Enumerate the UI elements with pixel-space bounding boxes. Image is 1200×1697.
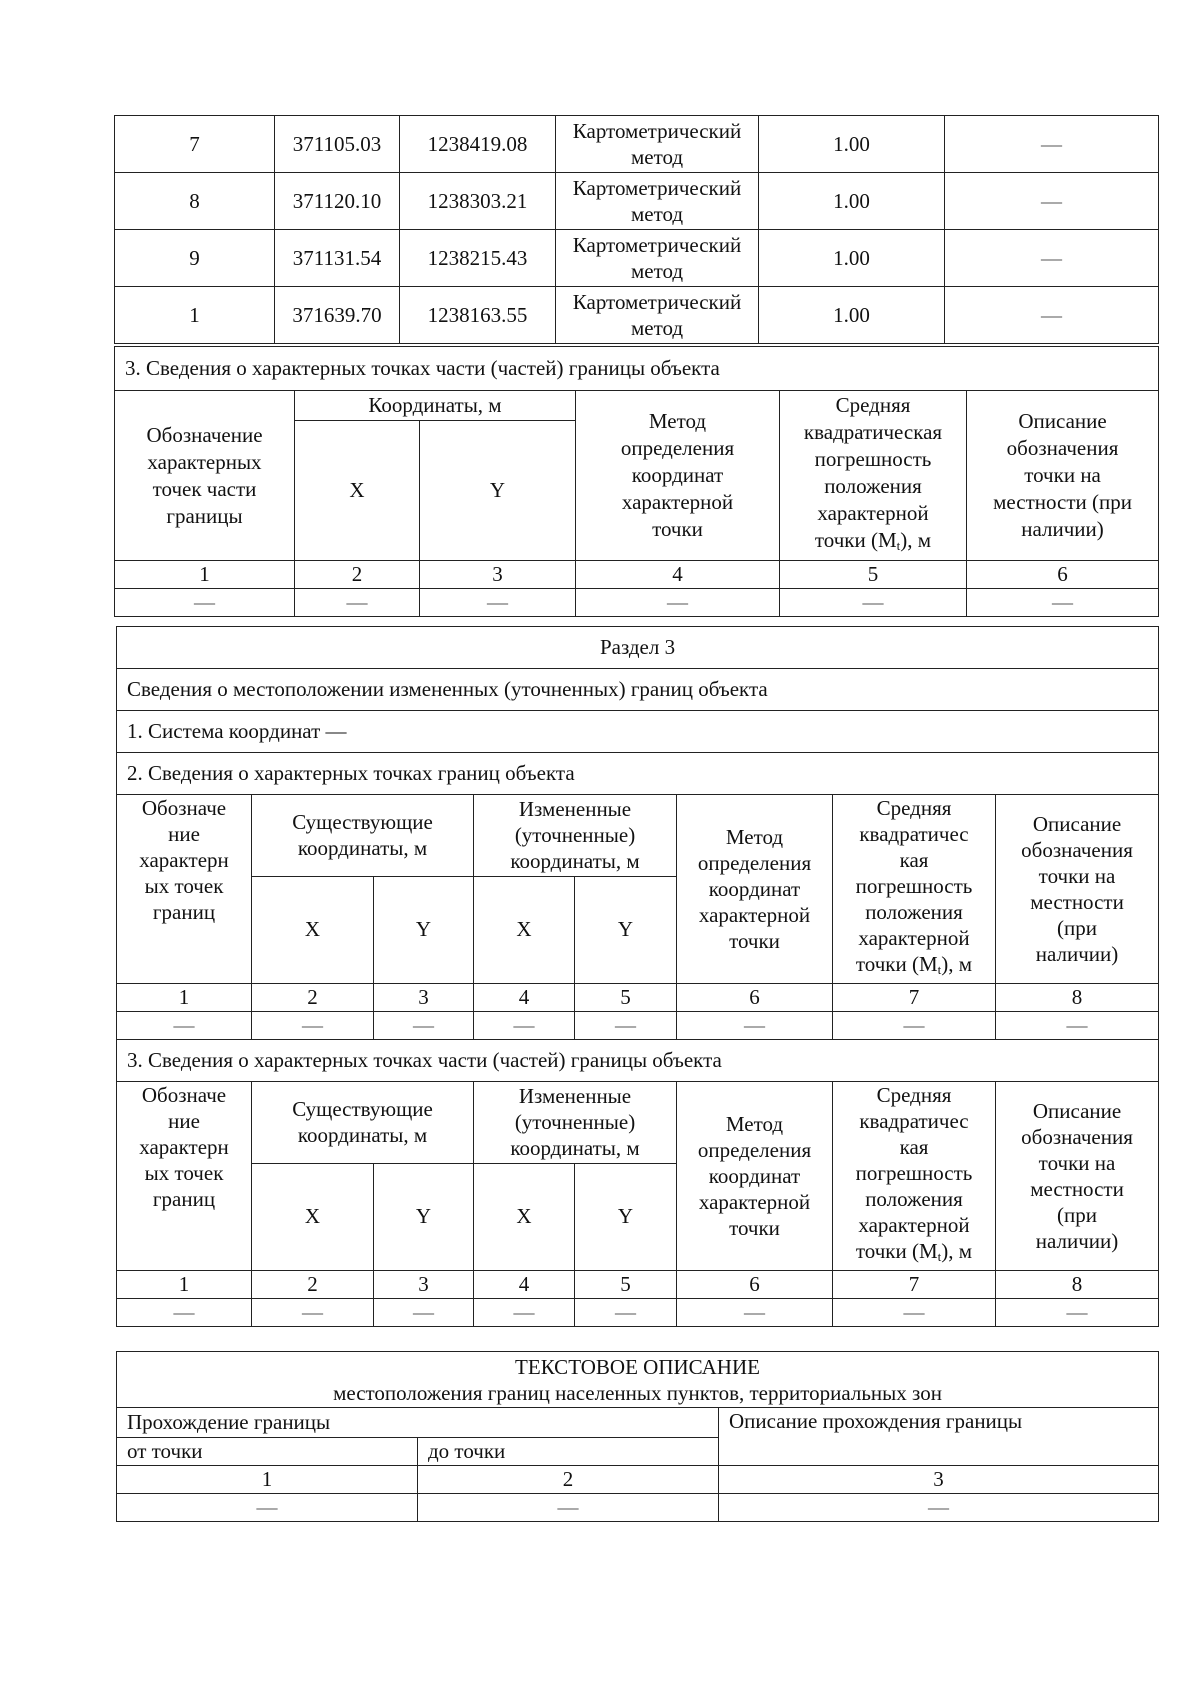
header-changed-coords: Измененные (уточненные) координаты, м [474,795,677,877]
error-value: 1.00 [759,173,945,230]
header-designation: Обозначение характерных точек части границы [115,391,295,561]
empty-cell: — [418,1494,719,1522]
col-number: 3 [420,561,576,589]
header-y: Y [420,421,576,561]
method: Картометрический метод [556,230,759,287]
error-value: 1.00 [759,287,945,344]
empty-cell: — [967,589,1159,617]
text-description-title [117,1352,1159,1408]
passage-description-header: Описание прохождения границы [719,1408,1159,1466]
col-number: 8 [996,984,1159,1012]
coord-system: 1. Система координат — [117,711,1159,753]
table-row [115,116,1159,173]
empty-cell: — [252,1299,374,1327]
point-number: 9 [115,230,275,287]
y-coordinate: 1238419.08 [400,116,556,173]
col-number: 5 [575,984,677,1012]
empty-cell: — [719,1494,1159,1522]
col-number: 7 [833,984,996,1012]
col-number: 8 [996,1271,1159,1299]
empty-cell: — [833,1299,996,1327]
col-number: 3 [374,1271,474,1299]
col-number: 3 [374,984,474,1012]
header-x: X [474,876,575,983]
header-coords: Координаты, м [295,391,576,421]
table-points-top [114,115,1159,344]
header-designation: Обозначе ние характерн ых точек границ [117,795,252,984]
point-number: 7 [115,116,275,173]
description: — [945,173,1159,230]
col-number: 4 [474,1271,575,1299]
section-title: 3. Сведения о характерных точках части (частей) границы объекта [115,347,1159,391]
col-number: 6 [967,561,1159,589]
empty-cell: — [576,589,780,617]
section3-header-b [117,1082,1159,1271]
empty-cell: — [474,1299,575,1327]
text-description-table [116,1351,1159,1522]
header-y: Y [575,1163,677,1270]
empty-cell: — [780,589,967,617]
header-description: Описание обозначения точки на местности (при наличии) [996,795,1159,984]
header-method: Метод определения координат характерной точки [677,795,833,984]
y-coordinate: 1238163.55 [400,287,556,344]
empty-cell: — [115,589,295,617]
col-number: 2 [295,561,420,589]
header-error: Средняя квадратическая погрешность положения характерной точки $(M_t)$, м [780,391,967,561]
header-y: Y [575,876,677,983]
header-x: X [252,1163,374,1270]
empty-cell: — [677,1299,833,1327]
empty-cell: — [117,1012,252,1040]
description: — [945,230,1159,287]
empty-cell: — [575,1012,677,1040]
col-number: 2 [252,984,374,1012]
header-existing-coords: Существующие координаты, м [252,1082,474,1164]
from-point-header: от точки [117,1438,418,1466]
col-number: 1 [117,1466,418,1494]
method: Картометрический метод [556,173,759,230]
empty-cell: — [295,589,420,617]
table-row [115,230,1159,287]
col-number: 2 [252,1271,374,1299]
col-number: 1 [115,561,295,589]
x-coordinate: 371639.70 [275,287,400,344]
empty-cell: — [252,1012,374,1040]
empty-cell: — [374,1012,474,1040]
header-designation: Обозначе ние характерн ых точек границ [117,1082,252,1271]
section3-table [116,626,1159,1327]
point-number: 1 [115,287,275,344]
error-value: 1.00 [759,116,945,173]
col-number: 1 [117,1271,252,1299]
empty-cell: — [420,589,576,617]
col-number: 2 [418,1466,719,1494]
y-coordinate: 1238303.21 [400,173,556,230]
col-number: 6 [677,984,833,1012]
header-description: Описание обозначения точки на местности (при наличии) [967,391,1159,561]
x-coordinate: 371120.10 [275,173,400,230]
header-method: Метод определения координат характерной точки [576,391,780,561]
empty-cell: — [117,1494,418,1522]
header-y: Y [374,876,474,983]
section3-header-a [117,795,1159,984]
table-part-points [114,346,1159,617]
header-description: Описание обозначения точки на местности (при наличии) [996,1082,1159,1271]
table-row [115,287,1159,344]
col-number: 1 [117,984,252,1012]
header-error: Средняя квадратичес кая погрешность положения характерной точки $(M_t)$, м [833,795,996,984]
description: — [945,116,1159,173]
points-title: 2. Сведения о характерных точках границ объекта [117,753,1159,795]
error-value: 1.00 [759,230,945,287]
to-point-header: до точки [418,1438,719,1466]
y-coordinate: 1238215.43 [400,230,556,287]
col-number: 3 [719,1466,1159,1494]
col-number: 6 [677,1271,833,1299]
empty-cell: — [117,1299,252,1327]
table-row [115,173,1159,230]
point-number: 8 [115,173,275,230]
header-method: Метод определения координат характерной точки [677,1082,833,1271]
header-y: Y [374,1163,474,1270]
col-number: 5 [780,561,967,589]
col-number: 4 [576,561,780,589]
col-number: 7 [833,1271,996,1299]
empty-cell: — [833,1012,996,1040]
section3-subtitle: Сведения о местоположении измененных (уточненных) границ объекта [117,669,1159,711]
header-x: X [474,1163,575,1270]
col-number: 5 [575,1271,677,1299]
header-x: X [295,421,420,561]
empty-cell: — [474,1012,575,1040]
x-coordinate: 371105.03 [275,116,400,173]
header-existing-coords: Существующие координаты, м [252,795,474,877]
section3-title: Раздел 3 [117,627,1159,669]
col-number: 4 [474,984,575,1012]
description: — [945,287,1159,344]
empty-cell: — [677,1012,833,1040]
empty-cell: — [996,1299,1159,1327]
empty-cell: — [996,1012,1159,1040]
passage-header: Прохождение границы [117,1408,719,1438]
header-x: X [252,876,374,983]
x-coordinate: 371131.54 [275,230,400,287]
header-changed-coords: Измененные (уточненные) координаты, м [474,1082,677,1164]
part-points-title: 3. Сведения о характерных точках части (частей) границы объекта [117,1040,1159,1082]
empty-cell: — [575,1299,677,1327]
header-error: Средняя квадратичес кая погрешность положения характерной точки $(M_t)$, м [833,1082,996,1271]
method: Картометрический метод [556,116,759,173]
empty-cell: — [374,1299,474,1327]
text-description-heading: ТЕКСТОВОЕ ОПИСАНИЕ [515,1354,760,1379]
text-description-subtitle: местоположения границ населенных пунктов, территориальных зон [333,1380,942,1405]
method: Картометрический метод [556,287,759,344]
